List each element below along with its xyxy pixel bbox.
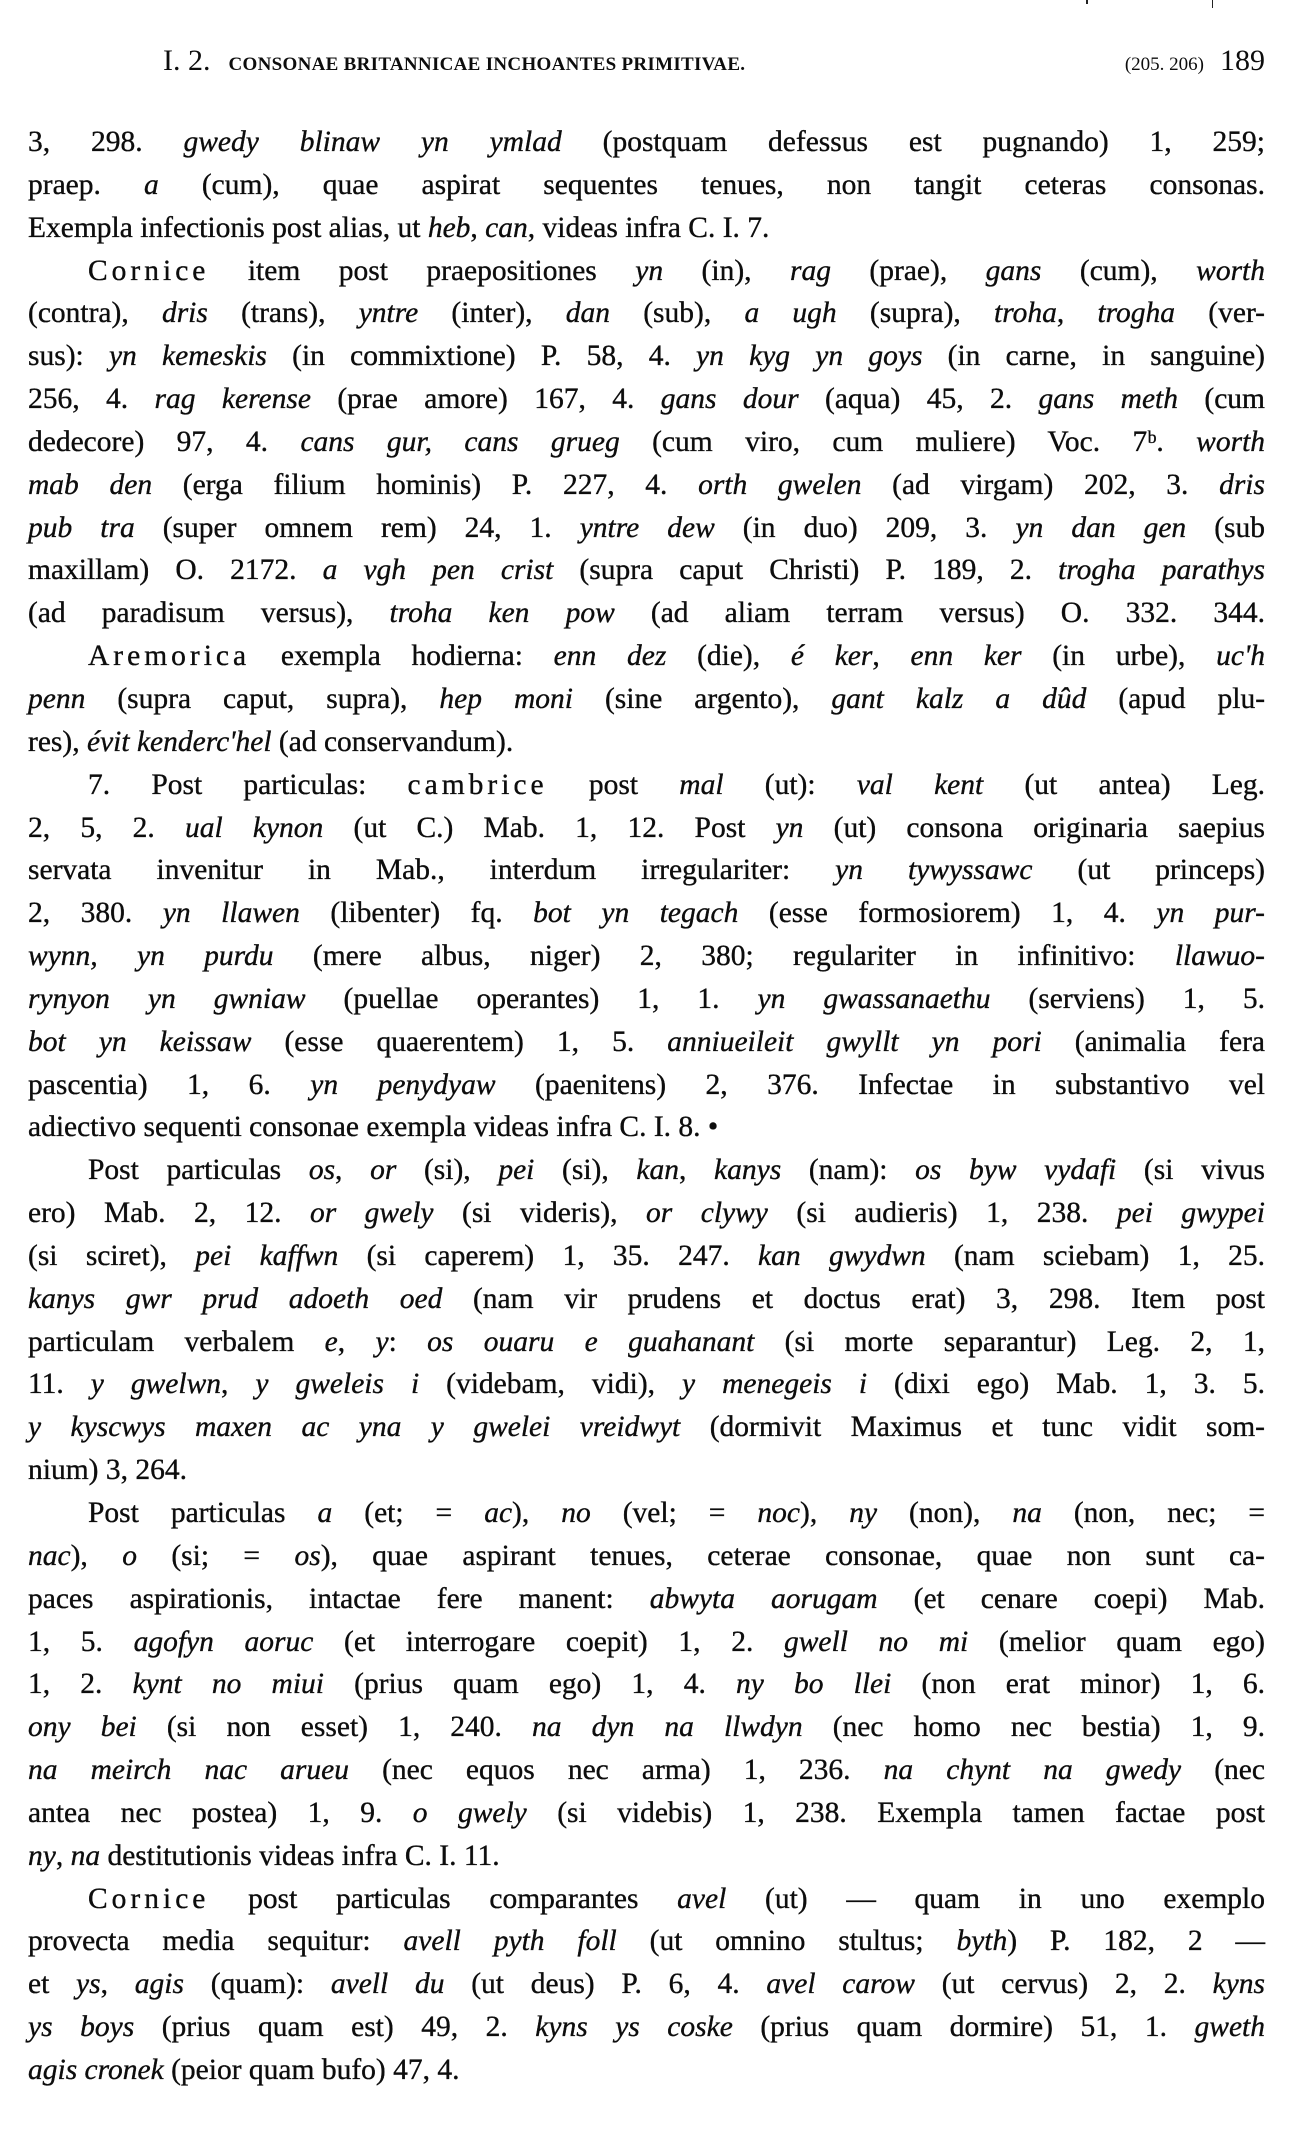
- italic-example: agis: [134, 1968, 184, 2001]
- italic-example: ny bo llei: [736, 1668, 892, 1701]
- text-line: [28, 1021, 1265, 1064]
- italic-example: os: [308, 1154, 336, 1187]
- text-run: (erga filium hominis) P. 227, 4.: [152, 468, 699, 501]
- italic-example: rag: [789, 254, 831, 287]
- text-run: ),: [800, 1497, 850, 1529]
- text-run: (si audieris) 1, 238.: [767, 1197, 1117, 1230]
- italic-example: yn penydyaw: [310, 1068, 496, 1101]
- italic-example: dan: [565, 297, 610, 330]
- text-run: (si),: [534, 1154, 637, 1187]
- italic-example: yn tywyssawc: [835, 854, 1033, 887]
- italic-example: a: [143, 168, 159, 201]
- text-line: [28, 635, 1265, 678]
- text-run: Exempla infectionis post alias, ut: [28, 211, 428, 244]
- text-line: [28, 378, 1265, 421]
- text-run: antea nec postea) 1, 9.: [28, 1796, 413, 1829]
- italic-example: yn kyg yn goys: [696, 340, 923, 373]
- text-run: (nam sciebam) 1, 25.: [925, 1239, 1266, 1272]
- text-run: (aqua) 45, 2.: [798, 383, 1039, 416]
- italic-example: os: [294, 1539, 321, 1572]
- text-run: (in urbe),: [1021, 640, 1217, 673]
- text-run: et: [28, 1968, 77, 2001]
- text-run: (et; =: [332, 1497, 485, 1529]
- text-run: (ut omnino stultus;: [616, 1925, 957, 1958]
- italic-example: yn kemeskis: [108, 340, 267, 373]
- text-run: (postquam defessus est pugnando) 1, 259;: [561, 126, 1265, 158]
- text-line: [28, 1792, 1265, 1835]
- italic-example: byth: [956, 1925, 1008, 1958]
- text-run: (apud plu-: [1086, 682, 1266, 715]
- text-line: [28, 678, 1265, 721]
- text-run: 2, 5, 2.: [28, 811, 185, 844]
- italic-example: mab den: [28, 468, 153, 501]
- text-run: (sub),: [610, 297, 745, 330]
- running-title: CONSONAE BRITANNICAE INCHOANTES PRIMITIVAE.: [228, 54, 746, 75]
- text-run: (si videris),: [433, 1197, 646, 1230]
- text-run: provecta media sequitur:: [28, 1925, 404, 1958]
- italic-example: yn dan gen: [1015, 511, 1187, 544]
- italic-example: gans dour: [660, 383, 799, 416]
- italic-example: wynn, yn purdu: [28, 940, 274, 973]
- text-run: (trans),: [207, 297, 359, 330]
- italic-example: yntre dew: [579, 511, 715, 544]
- italic-example: ony bei: [28, 1711, 137, 1744]
- text-run: (cum),: [1041, 254, 1197, 287]
- italic-example: pei gwypei: [1116, 1197, 1265, 1230]
- text-run: post particulas comparantes: [209, 1882, 678, 1915]
- text-run: (supra caput, supra),: [85, 682, 440, 715]
- italic-example: abwyta aorugam: [649, 1582, 878, 1615]
- italic-example: yn gwassanaethu: [757, 982, 991, 1015]
- italic-example: gans: [985, 254, 1042, 287]
- text-line: [28, 1706, 1265, 1749]
- italic-example: na: [1012, 1497, 1042, 1529]
- italic-example: ual kynon: [184, 811, 324, 844]
- text-line: [28, 1535, 1265, 1578]
- italic-example: e: [324, 1325, 338, 1358]
- text-run: (si sciret),: [28, 1239, 196, 1272]
- italic-example: kanys gwr prud adoeth oed: [28, 1282, 443, 1315]
- text-run: (in commixtione) P. 58, 4.: [266, 340, 697, 373]
- italic-example: ys boys: [28, 2011, 135, 2044]
- text-run: (sine argento),: [572, 682, 832, 715]
- italic-example: évit kenderc'hel: [86, 725, 272, 758]
- text-run: (non, nec; =: [1041, 1497, 1266, 1529]
- italic-example: yn pur-: [1156, 897, 1266, 930]
- italic-example: or gwely: [309, 1197, 434, 1230]
- text-run: paces aspirationis, intactae fere manent:: [28, 1582, 650, 1615]
- text-run: ,: [678, 1154, 715, 1187]
- text-run: particulam verbalem: [28, 1325, 325, 1358]
- text-line: [28, 1192, 1265, 1235]
- italic-example: troha ken pow: [389, 597, 615, 630]
- text-run: 1, 2.: [28, 1668, 133, 1701]
- text-run: (paenitens) 2, 376. Infectae in substantivo vel: [495, 1068, 1265, 1101]
- italic-example: os ouaru e guahanant: [427, 1325, 755, 1358]
- italic-example: hep moni: [439, 682, 573, 715]
- text-run: (prae),: [830, 254, 986, 287]
- text-run: ,: [1056, 297, 1098, 330]
- italic-example: avel carow: [766, 1968, 915, 2001]
- text-run: adiectivo sequenti consonae exempla videas infra C. I. 8. •: [28, 1111, 719, 1144]
- text-line: [28, 1363, 1265, 1406]
- text-line: [28, 1749, 1265, 1792]
- italic-example: na meirch nac arueu: [28, 1754, 349, 1787]
- text-line: [28, 1406, 1265, 1449]
- italic-example: agis cronek: [28, 2053, 164, 2086]
- text-run: (et interrogare coepit) 1, 2.: [313, 1625, 784, 1658]
- italic-example: agofyn aoruc: [133, 1625, 314, 1658]
- italic-example: yntre: [358, 297, 419, 330]
- italic-example: ny: [849, 1497, 878, 1529]
- text-line: [28, 250, 1265, 293]
- text-run: nium) 3, 264.: [28, 1454, 187, 1487]
- text-run: (prius quam dormire) 51, 1.: [732, 2011, 1195, 2044]
- spaced-term: Aremorica: [88, 640, 251, 673]
- text-line: [28, 335, 1265, 378]
- text-run: (nec homo nec bestia) 1, 9.: [802, 1711, 1266, 1744]
- italic-example: gwedy blinaw yn ymlad: [183, 126, 562, 158]
- text-line: [28, 1920, 1265, 1963]
- italic-example: a ugh: [744, 297, 837, 330]
- scan-mark: [1212, 0, 1213, 8]
- text-line: [28, 549, 1265, 592]
- text-line: [28, 207, 1265, 250]
- text-run: ero) Mab. 2, 12.: [28, 1197, 310, 1230]
- text-run: Post particulas: [88, 1154, 309, 1187]
- spaced-term: Cornice: [88, 254, 210, 287]
- italic-example: heb: [427, 211, 471, 244]
- text-run: (vel; =: [590, 1497, 758, 1529]
- italic-example: ac: [484, 1497, 513, 1529]
- text-line: [28, 507, 1265, 550]
- italic-example: rag kerense: [154, 383, 311, 416]
- italic-example: dris: [1219, 468, 1265, 501]
- text-line: [28, 421, 1265, 464]
- text-run: (esse quaerentem) 1, 5.: [251, 1025, 668, 1058]
- italic-example: uc'h: [1216, 640, 1266, 673]
- text-run: (ut cervus) 2, 2.: [914, 1968, 1213, 2001]
- section-refs: (205. 206): [1124, 54, 1204, 75]
- text-run: (non),: [877, 1497, 1013, 1529]
- text-line: [28, 849, 1265, 892]
- text-line: [28, 1663, 1265, 1706]
- text-run: (ut C.) Mab. 1, 12. Post: [323, 811, 776, 844]
- italic-example: pei: [498, 1154, 535, 1187]
- italic-example: avell du: [330, 1968, 445, 2001]
- text-line: [28, 1106, 1265, 1149]
- text-run: (peior quam bufo) 47, 4.: [163, 2053, 460, 2086]
- italic-example: ys: [76, 1968, 101, 2001]
- text-run: (animalia fera: [1041, 1025, 1266, 1058]
- italic-example: penn: [28, 682, 86, 715]
- italic-example: y: [375, 1325, 389, 1358]
- text-run: (serviens) 1, 5.: [990, 982, 1265, 1015]
- text-run: (supra caput Christi) P. 189, 2.: [553, 554, 1059, 587]
- text-run: (cum viro, cum muliere) Voc. 7ᵇ.: [619, 425, 1197, 458]
- text-run: (melior quam ego): [968, 1625, 1265, 1658]
- italic-example: a: [317, 1497, 333, 1529]
- text-run: (nam):: [781, 1154, 916, 1187]
- text-run: (ut):: [723, 768, 857, 801]
- text-run: ), quae aspirant tenues, ceterae consonae, quae non sunt ca-: [320, 1539, 1265, 1572]
- text-run: 2, 380.: [28, 897, 163, 930]
- italic-example: or: [370, 1154, 397, 1187]
- italic-example: llawuo-: [1174, 940, 1265, 973]
- text-run: ,: [100, 1968, 135, 2001]
- text-run: (inter),: [418, 297, 566, 330]
- italic-example: can: [485, 211, 528, 244]
- text-line: [28, 2006, 1265, 2049]
- text-run: Post particulas: [88, 1497, 318, 1529]
- text-run: ,: [337, 1325, 376, 1358]
- italic-example: worth: [1196, 425, 1266, 458]
- italic-example: bot yn tegach: [533, 897, 739, 930]
- text-run: ,: [221, 1368, 256, 1401]
- italic-example: gwell no mi: [783, 1625, 969, 1658]
- italic-example: dris: [161, 297, 208, 330]
- italic-example: mal: [679, 768, 724, 801]
- text-run: pascentia) 1, 6.: [28, 1068, 311, 1101]
- text-line: [28, 1235, 1265, 1278]
- text-run: (si vivus: [1116, 1154, 1265, 1187]
- italic-example: no: [561, 1497, 591, 1529]
- italic-example: val kent: [856, 768, 984, 801]
- italic-example: kan gwydwn: [758, 1239, 926, 1272]
- text-run: 11.: [28, 1368, 91, 1401]
- text-run: (et cenare coepi) Mab.: [877, 1582, 1266, 1615]
- text-run: (si videbis) 1, 238. Exempla tamen factae post: [526, 1796, 1265, 1829]
- running-header: [163, 44, 1265, 84]
- text-line: [28, 1621, 1265, 1664]
- text-line: [28, 1878, 1265, 1921]
- scan-mark: [1086, 0, 1088, 4]
- text-run: (mere albus, niger) 2, 380; regulariter in infinitivo:: [273, 940, 1175, 973]
- text-run: dedecore) 97, 4.: [28, 425, 301, 458]
- italic-example: os byw vydafi: [915, 1154, 1117, 1187]
- text-run: item post praepositiones: [209, 254, 636, 287]
- text-line: [28, 464, 1265, 507]
- text-run: maxillam) O. 2172.: [28, 554, 323, 587]
- text-line: [28, 1835, 1265, 1878]
- text-run: ,: [872, 640, 911, 673]
- text-line: [28, 592, 1265, 635]
- italic-example: worth: [1196, 254, 1265, 287]
- text-run: sus):: [28, 340, 109, 373]
- italic-example: kanys: [714, 1154, 782, 1187]
- text-run: (si; =: [136, 1539, 295, 1572]
- text-run: praep.: [28, 168, 144, 201]
- italic-example: anniueileit gwyllt yn pori: [667, 1025, 1042, 1058]
- text-line: [28, 764, 1265, 807]
- italic-example: kynt no miui: [132, 1668, 324, 1701]
- text-run: (super omnem rem) 24, 1.: [134, 511, 580, 544]
- text-run: (prae amore) 167, 4.: [310, 383, 661, 416]
- text-line: [28, 1321, 1265, 1364]
- text-run: (in duo) 209, 3.: [714, 511, 1016, 544]
- italic-example: kyns ys coske: [535, 2011, 733, 2044]
- text-run: (non erat minor) 1, 6.: [891, 1668, 1265, 1701]
- text-run: (si),: [396, 1154, 499, 1187]
- text-run: (si non esset) 1, 240.: [136, 1711, 533, 1744]
- text-run: (videbam, vidi),: [419, 1368, 683, 1401]
- text-run: (si morte separantur) Leg. 2, 1,: [754, 1325, 1265, 1358]
- italic-example: y gweleis i: [255, 1368, 420, 1401]
- text-line: [28, 1963, 1265, 2006]
- text-run: (libenter) fq.: [299, 897, 534, 930]
- text-run: servata invenitur in Mab., interdum irregulariter:: [28, 854, 836, 887]
- italic-example: na chynt na gwedy: [883, 1754, 1182, 1787]
- italic-example: trogha parathys: [1058, 554, 1265, 587]
- italic-example: gant kalz a dûd: [831, 682, 1087, 715]
- text-run: (sub: [1186, 511, 1266, 544]
- italic-example: gweth: [1194, 2011, 1265, 2044]
- text-run: destitutionis videas infra C. I. 11.: [100, 1839, 500, 1872]
- italic-example: yn: [775, 811, 804, 844]
- text-run: ),: [512, 1497, 562, 1529]
- italic-example: pei kaffwn: [195, 1239, 339, 1272]
- italic-example: avell pyth foll: [403, 1925, 617, 1958]
- italic-example: kan: [636, 1154, 679, 1187]
- text-run: (ut antea) Leg.: [983, 768, 1266, 801]
- text-run: (ver-: [1175, 297, 1266, 330]
- text-run: 7. Post particulas:: [88, 768, 408, 801]
- text-run: (supra),: [836, 297, 995, 330]
- text-line: [28, 892, 1265, 935]
- text-line: [28, 1578, 1265, 1621]
- text-line: [28, 164, 1265, 207]
- text-line: [28, 978, 1265, 1021]
- italic-example: trogha: [1097, 297, 1176, 330]
- italic-example: rynyon yn gwniaw: [28, 982, 306, 1015]
- italic-example: y gwelwn: [90, 1368, 222, 1401]
- text-line: [28, 721, 1265, 764]
- text-run: res),: [28, 725, 87, 758]
- italic-example: enn dez: [553, 640, 667, 673]
- italic-example: kyns: [1212, 1968, 1265, 2001]
- text-run: (ut princeps): [1032, 854, 1265, 887]
- italic-example: cans gur, cans grueg: [300, 425, 620, 458]
- italic-example: é ker: [790, 640, 873, 673]
- text-run: (si caperem) 1, 35. 247.: [338, 1239, 759, 1272]
- italic-example: y menegeis i: [682, 1368, 868, 1401]
- text-run: (nec: [1181, 1754, 1265, 1787]
- italic-example: troha: [994, 297, 1057, 330]
- text-run: (ad conservandum).: [271, 725, 514, 758]
- text-run: post: [547, 768, 680, 801]
- text-run: (ut) — quam in uno exemplo: [726, 1882, 1265, 1915]
- text-run: , videas infra C. I. 7.: [527, 211, 770, 244]
- text-run: ),: [70, 1539, 123, 1572]
- text-run: (ad aliam terram versus) O. 332. 344.: [614, 597, 1265, 630]
- text-line: [28, 807, 1265, 850]
- italic-example: ny: [28, 1839, 56, 1872]
- text-line: [28, 292, 1265, 335]
- text-run: (in),: [663, 254, 790, 287]
- italic-example: noc: [757, 1497, 801, 1529]
- text-run: (contra),: [28, 297, 162, 330]
- text-run: ,: [335, 1154, 371, 1187]
- text-run: (prius quam est) 49, 2.: [134, 2011, 536, 2044]
- text-run: (dixi ego) Mab. 1, 3. 5.: [867, 1368, 1265, 1401]
- text-run: (dormivit Maximus et tunc vidit som-: [680, 1411, 1266, 1444]
- text-run: ) P. 182, 2 —: [1007, 1925, 1265, 1958]
- section-number: I. 2.: [163, 44, 211, 77]
- italic-example: pub tra: [28, 511, 135, 544]
- italic-example: bot yn keissaw: [28, 1025, 252, 1058]
- text-run: (nam vir prudens et doctus erat) 3, 298. Item post: [442, 1282, 1266, 1315]
- text-run: 3, 298.: [28, 126, 184, 158]
- italic-example: na dyn na llwdyn: [532, 1711, 803, 1744]
- italic-example: yn llawen: [162, 897, 300, 930]
- text-run: (esse formosiorem) 1, 4.: [738, 897, 1157, 930]
- text-line: [28, 1064, 1265, 1107]
- italic-example: enn ker: [910, 640, 1022, 673]
- text-run: ,: [470, 211, 486, 244]
- text-run: (die),: [666, 640, 791, 673]
- text-run: (ad paradisum versus),: [28, 597, 390, 630]
- italic-example: na: [70, 1839, 101, 1872]
- text-run: 1, 5.: [28, 1625, 134, 1658]
- body-text: [28, 121, 1265, 2092]
- text-run: (nec equos nec arma) 1, 236.: [349, 1754, 884, 1787]
- italic-example: orth gwelen: [698, 468, 862, 501]
- text-run: ,: [55, 1839, 71, 1872]
- text-run: (in carne, in sanguine): [922, 340, 1265, 373]
- text-run: exempla hodierna:: [250, 640, 554, 673]
- page-number: 189: [1220, 44, 1265, 77]
- text-run: (cum), quae aspirat sequentes tenues, non tangit ceteras consonas.: [158, 168, 1265, 201]
- italic-example: nac: [28, 1539, 71, 1572]
- text-run: 256, 4.: [28, 383, 155, 416]
- italic-example: gans meth: [1038, 383, 1178, 416]
- text-run: (prius quam ego) 1, 4.: [323, 1668, 736, 1701]
- text-line: [28, 1449, 1265, 1492]
- text-line: [28, 1492, 1265, 1535]
- italic-example: yn: [635, 254, 664, 287]
- spaced-term: Cornice: [88, 1882, 210, 1915]
- text-line: [28, 935, 1265, 978]
- italic-example: or clywy: [646, 1197, 768, 1230]
- text-line: [28, 121, 1265, 164]
- text-line: [28, 2049, 1265, 2092]
- text-run: (quam):: [183, 1968, 331, 2001]
- italic-example: avel: [677, 1882, 727, 1915]
- text-run: :: [388, 1325, 428, 1358]
- text-run: (cum: [1177, 383, 1265, 416]
- text-run: (ut deus) P. 6, 4.: [444, 1968, 767, 2001]
- italic-example: o gwely: [412, 1796, 527, 1829]
- text-run: (puellae operantes) 1, 1.: [305, 982, 758, 1015]
- text-line: [28, 1278, 1265, 1321]
- italic-example: o: [122, 1539, 137, 1572]
- italic-example: a vgh pen crist: [322, 554, 554, 587]
- text-line: [28, 1149, 1265, 1192]
- italic-example: y kyscwys maxen ac yna y gwelei vreidwyt: [28, 1411, 681, 1444]
- spaced-term: cambrice: [407, 768, 548, 801]
- text-run: (ad virgam) 202, 3.: [861, 468, 1220, 501]
- text-run: (ut) consona originaria saepius: [803, 811, 1265, 844]
